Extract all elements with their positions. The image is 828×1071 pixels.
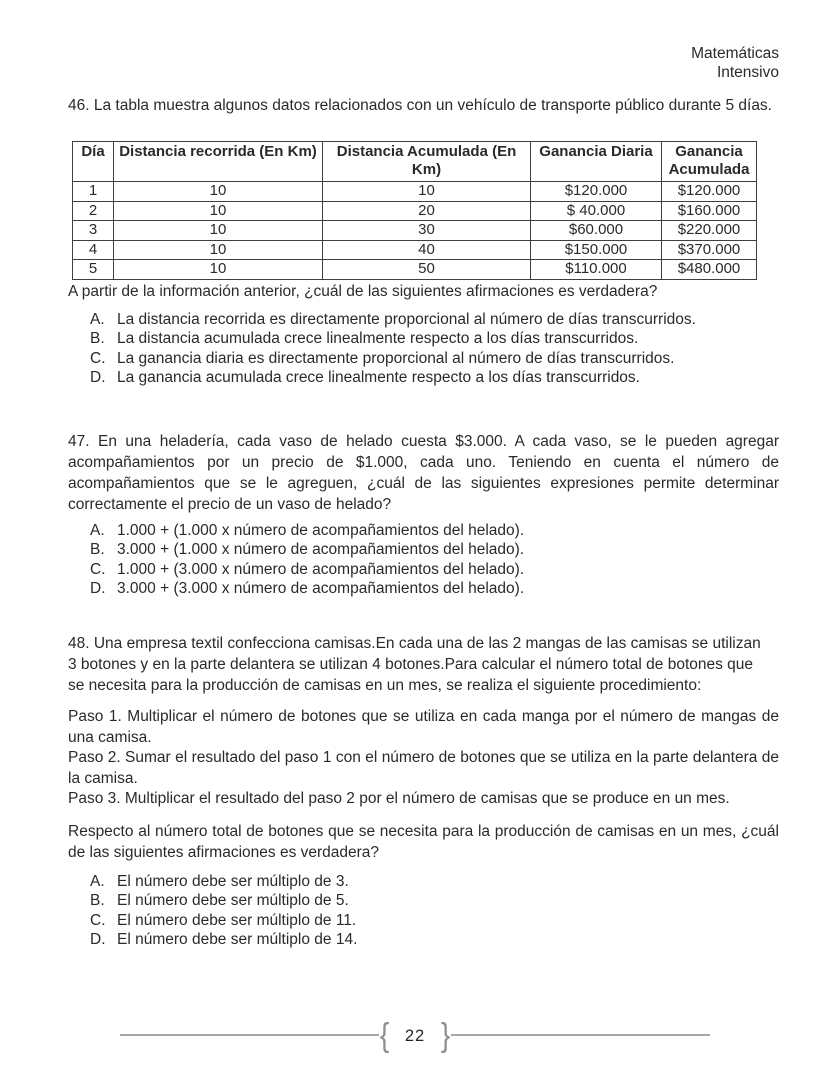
question-48-intro: 48. Una empresa textil confecciona camisas.En cada una de las 2 mangas de las camisas se utilizan 3 botones y en la parte delantera se utilizan 4 botones.Para calcular el número total de botones que se necesita para la producción de camisas en un mes, se realiza el siguiente procedimiento: — [68, 635, 761, 694]
table-row — [73, 260, 757, 280]
question-46-intro: 46. La tabla muestra algunos datos relacionados con un vehículo de transporte público durante 5 días. — [68, 97, 772, 114]
option-letter: C. — [90, 560, 106, 578]
page-number-bracket-right-icon: } — [441, 1016, 451, 1053]
option-row — [90, 930, 730, 949]
table-header-cell: Distancia Acumulada (En Km) — [323, 142, 531, 182]
option-text: 3.000 + (1.000 x número de acompañamientos del helado). — [117, 541, 525, 559]
course-title: Matemáticas — [691, 45, 779, 62]
question-48-options — [90, 872, 730, 949]
table-cell: $120.000 — [662, 182, 757, 202]
table-cell: 10 — [114, 201, 323, 221]
table-header-row — [73, 142, 757, 182]
table-cell: 3 — [73, 221, 114, 241]
table-cell: 1 — [73, 182, 114, 202]
table-cell: 30 — [323, 221, 531, 241]
table-cell: 4 — [73, 240, 114, 260]
table-cell: 10 — [323, 182, 531, 202]
question-46-options — [90, 310, 760, 387]
option-letter: B. — [90, 892, 105, 910]
option-text: La distancia acumulada crece linealmente respecto a los días transcurridos. — [117, 330, 639, 348]
option-letter: A. — [90, 311, 105, 328]
question-48-prompt: Respecto al número total de botones que se necesita para la producción de camisas en un mes, ¿cuál de las siguientes afirmaciones es verdadera? — [68, 823, 779, 861]
option-letter: C. — [90, 349, 106, 367]
option-row — [90, 368, 760, 387]
option-letter: D. — [90, 579, 106, 597]
option-text: La ganancia diaria es directamente proporcional al número de días transcurridos. — [117, 349, 675, 367]
question-47-options — [90, 521, 730, 598]
table-cell: $ 40.000 — [531, 201, 662, 221]
option-letter: A. — [90, 873, 105, 890]
option-row — [90, 329, 760, 348]
option-row — [90, 521, 730, 540]
question-46-table — [72, 141, 757, 280]
footer-rule-left — [120, 1034, 379, 1036]
table-cell: 10 — [114, 260, 323, 280]
table-row — [73, 182, 757, 202]
option-text: 3.000 + (3.000 x número de acompañamientos del helado). — [117, 579, 525, 597]
footer-rule-right — [451, 1034, 710, 1036]
option-row — [90, 911, 730, 930]
table-cell: 10 — [114, 240, 323, 260]
step-paragraph: Paso 3. Multiplicar el resultado del paso 2 por el número de camisas que se produce en un mes. — [68, 790, 730, 807]
question-47-intro: 47. En una heladería, cada vaso de helado cuesta $3.000. A cada vaso, se le pueden agregar acompañamientos por un precio de $1.000, cada uno. Teniendo en cuenta el número de acompañamientos que se le agreguen, ¿cuál de las siguientes expresiones permite determinar correctamente el precio de un vaso de helado? — [68, 433, 779, 513]
table-cell: 40 — [323, 240, 531, 260]
table-row — [73, 221, 757, 241]
table-header-cell: Ganancia Diaria — [531, 142, 662, 182]
table-row — [73, 201, 757, 221]
table-header-cell: Ganancia Acumulada — [662, 142, 757, 182]
table-cell: 50 — [323, 260, 531, 280]
option-text: La distancia recorrida es directamente proporcional al número de días transcurridos. — [117, 311, 696, 328]
question-46-prompt: A partir de la información anterior, ¿cuál de las siguientes afirmaciones es verdadera? — [68, 283, 658, 300]
option-text: El número debe ser múltiplo de 14. — [117, 930, 358, 948]
table-cell: 20 — [323, 201, 531, 221]
option-row — [90, 872, 730, 891]
option-letter: D. — [90, 930, 106, 948]
option-row — [90, 891, 730, 910]
option-row — [90, 579, 730, 598]
table-cell: 10 — [114, 221, 323, 241]
option-text: El número debe ser múltiplo de 11. — [117, 911, 357, 929]
page-footer — [120, 1012, 710, 1058]
step-paragraph: Paso 2. Sumar el resultado del paso 1 con el número de botones que se utiliza en la parte delantera de la camisa. — [68, 749, 779, 787]
table-cell: $150.000 — [531, 240, 662, 260]
step-paragraph: Paso 1. Multiplicar el número de botones que se utiliza en cada manga por el número de mangas de una camisa. — [68, 708, 779, 746]
course-subtitle: Intensivo — [716, 64, 779, 81]
option-letter: C. — [90, 911, 106, 929]
option-letter: B. — [90, 541, 105, 559]
option-text: El número debe ser múltiplo de 5. — [117, 892, 349, 910]
table-cell: $160.000 — [662, 201, 757, 221]
option-letter: A. — [90, 522, 105, 539]
option-letter: D. — [90, 368, 106, 386]
table-row — [73, 240, 757, 260]
table-header-cell: Día — [73, 142, 114, 182]
course-header — [691, 44, 779, 82]
option-row — [90, 310, 760, 329]
option-row — [90, 349, 760, 368]
table-cell: 10 — [114, 182, 323, 202]
page-number-bracket-left-icon: { — [379, 1016, 390, 1053]
table-cell: $110.000 — [531, 260, 662, 280]
page-number: 22 — [404, 1026, 426, 1045]
table-cell: 5 — [73, 260, 114, 280]
option-text: La ganancia acumulada crece linealmente respecto a los días transcurridos. — [117, 368, 640, 386]
question-48-steps — [68, 707, 779, 810]
table-cell: 2 — [73, 201, 114, 221]
table-header-cell: Distancia recorrida (En Km) — [114, 142, 323, 182]
option-letter: B. — [90, 330, 105, 348]
option-text: El número debe ser múltiplo de 3. — [117, 873, 349, 890]
option-row — [90, 540, 730, 559]
option-text: 1.000 + (1.000 x número de acompañamientos del helado). — [117, 522, 525, 539]
table-cell: $370.000 — [662, 240, 757, 260]
option-row — [90, 560, 730, 579]
table-cell: $480.000 — [662, 260, 757, 280]
table-cell: $120.000 — [531, 182, 662, 202]
option-text: 1.000 + (3.000 x número de acompañamientos del helado). — [117, 560, 525, 578]
table-cell: $220.000 — [662, 221, 757, 241]
table-cell: $60.000 — [531, 221, 662, 241]
